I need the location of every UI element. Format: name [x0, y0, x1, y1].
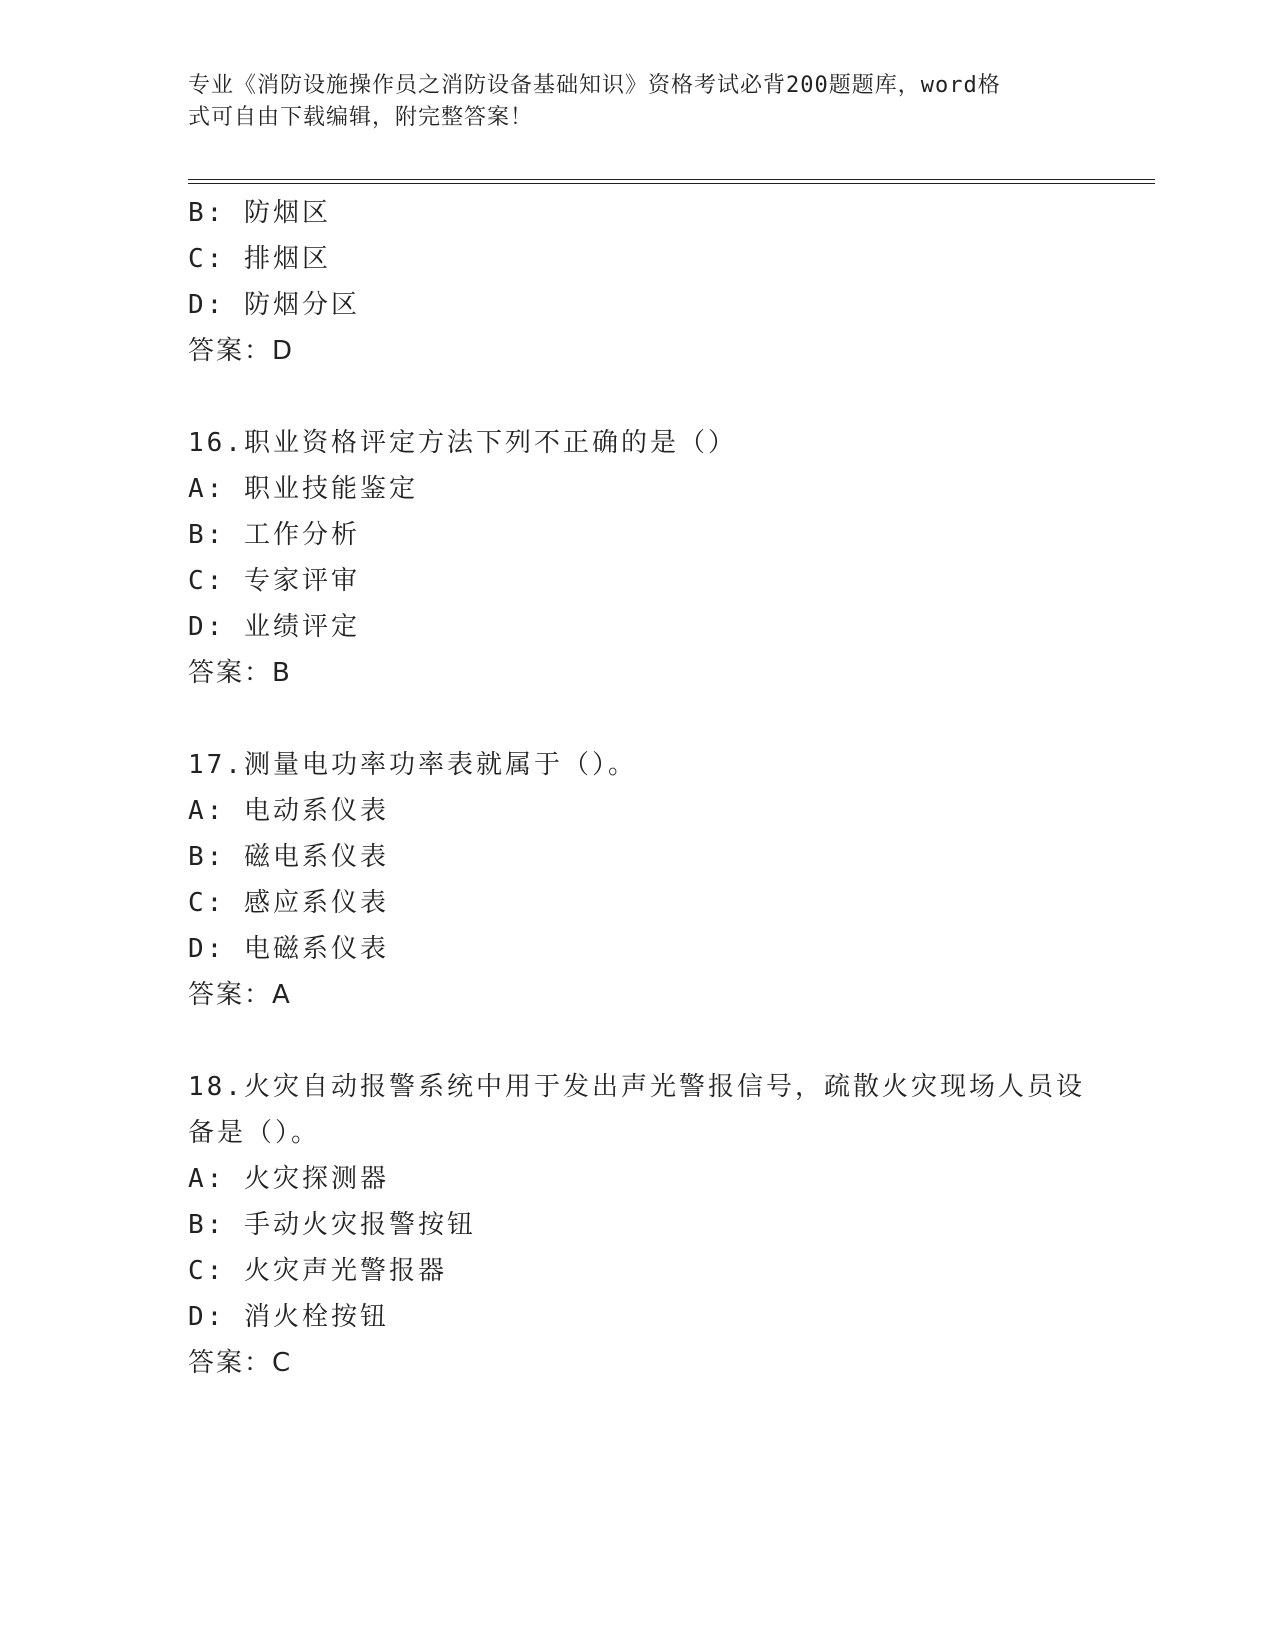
- spacer: [188, 696, 1088, 742]
- header-line-2: 式可自由下载编辑，附完整答案！: [188, 105, 534, 130]
- option-c: C: 感应系仪表: [188, 888, 389, 918]
- answer-line: 答案：B: [188, 658, 292, 688]
- answer-line: 答案：A: [188, 980, 292, 1010]
- option-b: B: 工作分析: [188, 520, 360, 550]
- option-d: D: 业绩评定: [188, 612, 360, 642]
- option-b: B: 防烟区: [188, 198, 331, 228]
- answer-line: 答案：D: [188, 336, 295, 366]
- question-17: [188, 742, 1088, 1018]
- option-d: D: 消火栓按钮: [188, 1302, 389, 1332]
- question-15-continued: [188, 190, 1088, 374]
- option-d: D: 电磁系仪表: [188, 934, 389, 964]
- question-16: [188, 420, 1088, 696]
- option-d: D: 防烟分区: [188, 290, 360, 320]
- spacer: [188, 1018, 1088, 1064]
- option-b: B: 手动火灾报警按钮: [188, 1210, 476, 1240]
- option-c: C: 排烟区: [188, 244, 331, 274]
- option-a: A: 职业技能鉴定: [188, 474, 418, 504]
- question-text: 17.测量电功率功率表就属于（）。: [188, 750, 637, 780]
- question-text: 18.火灾自动报警系统中用于发出声光警报信号，疏散火灾现场人员设: [188, 1072, 1085, 1102]
- question-18: [188, 1064, 1088, 1386]
- question-text: 16.职业资格评定方法下列不正确的是（）: [188, 428, 737, 458]
- option-b: B: 磁电系仪表: [188, 842, 389, 872]
- header-line-1: 专业《消防设施操作员之消防设备基础知识》资格考试必背200题题库，word格: [188, 73, 1001, 98]
- option-a: A: 火灾探测器: [188, 1164, 389, 1194]
- question-list: [188, 190, 1088, 1386]
- question-text-continued: 备是（）。: [188, 1118, 321, 1148]
- header-divider-bottom: [188, 183, 1155, 184]
- option-a: A: 电动系仪表: [188, 796, 389, 826]
- answer-line: 答案：C: [188, 1348, 293, 1378]
- option-c: C: 火灾声光警报器: [188, 1256, 447, 1286]
- page-header: [188, 70, 1088, 134]
- spacer: [188, 374, 1088, 420]
- option-c: C: 专家评审: [188, 566, 360, 596]
- header-divider-top: [188, 179, 1155, 180]
